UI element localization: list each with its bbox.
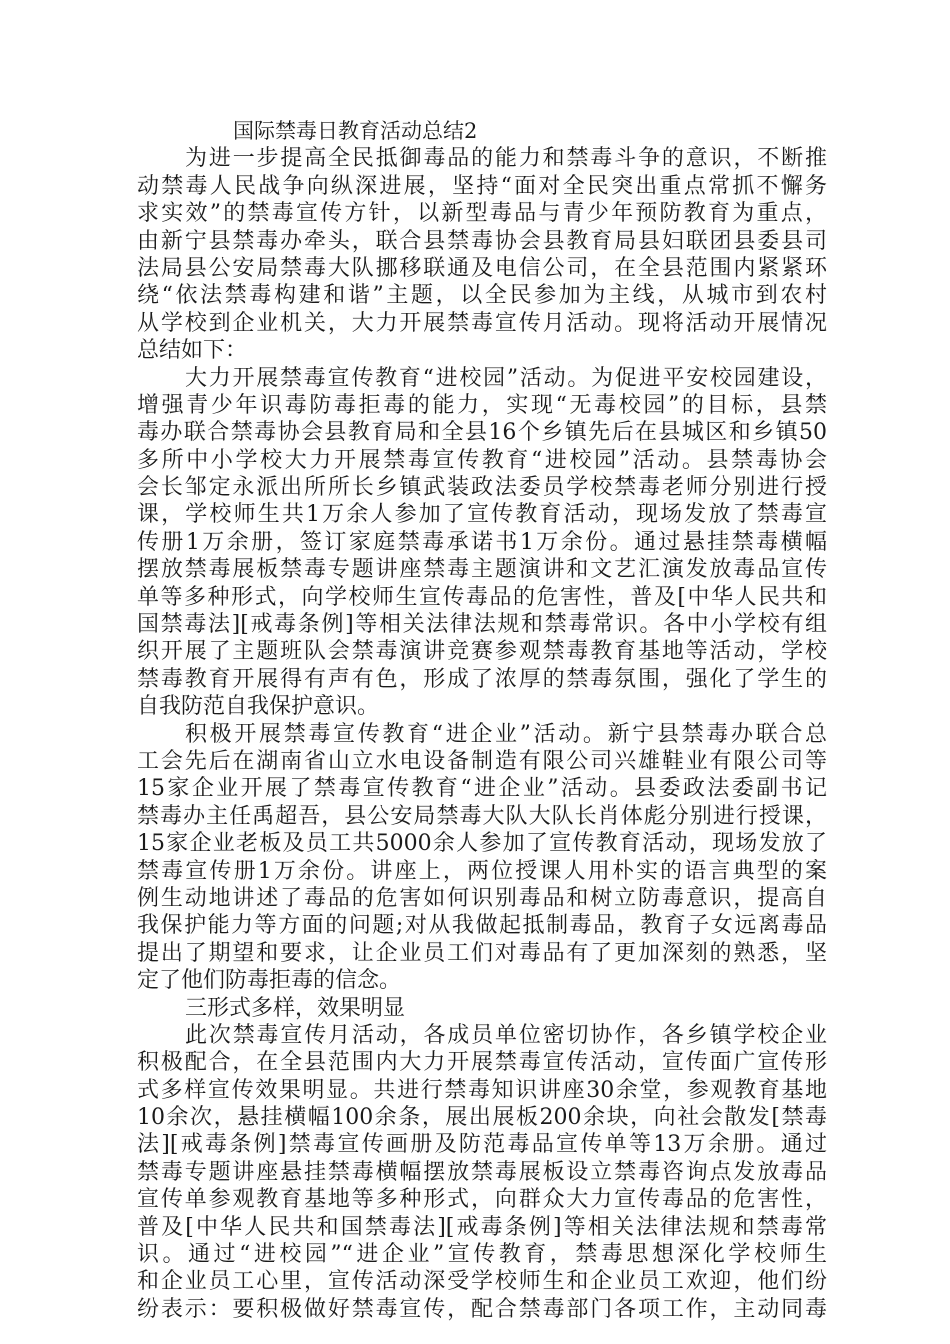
text-line: 摆放禁毒展板禁毒专题讲座禁毒主题演讲和文艺汇演发放毒品宣传: [137, 557, 827, 583]
paragraph: [137, 995, 827, 1022]
text-line: 积极配合，在全县范围内大力开展禁毒宣传活动，宣传面广宣传形: [137, 1050, 827, 1076]
text-line: 15家企业老板及员工共5000余人参加了宣传教育活动，现场发放了: [137, 831, 827, 857]
text-line: 普及[中华人民共和国禁毒法][戒毒条例]等相关法律法规和禁毒常: [137, 1214, 827, 1240]
text-line: 课，学校师生共1万余人参加了宣传教育活动，现场发放了禁毒宣: [137, 502, 827, 528]
text-line: 10余次，悬挂横幅100余条，展出展板200余块，向社会散发[禁毒: [137, 1105, 827, 1131]
text-line: 式多样宣传效果明显。共进行禁毒知识讲座30余堂，参观教育基地: [137, 1077, 827, 1103]
text-line: 禁毒办主任禹超吾，县公安局禁毒大队大队长肖体彪分别进行授课，: [137, 803, 827, 829]
text-line: 求实效”的禁毒宣传方针，以新型毒品与青少年预防教育为重点，: [137, 201, 827, 227]
text-line: 多所中小学校大力开展禁毒宣传教育“进校园”活动。县禁毒协会: [137, 447, 827, 473]
text-line: 为进一步提高全民抵御毒品的能力和禁毒斗争的意识，不断推: [185, 146, 827, 172]
paragraph: [137, 721, 827, 995]
text-line: 自我防范自我保护意识。: [137, 694, 380, 720]
text-line: 毒办联合禁毒协会县教育局和全县16个乡镇先后在县城区和乡镇50: [137, 420, 827, 446]
text-line: 此次禁毒宣传月活动，各成员单位密切协作，各乡镇学校企业: [185, 1022, 827, 1048]
text-line: 禁毒宣传册1万余份。讲座上，两位授课人用朴实的语言典型的案: [137, 858, 827, 884]
text-line: 识。通过“进校园”“进企业”宣传教育，禁毒思想深化学校师生: [137, 1242, 827, 1268]
document-title: 国际禁毒日教育活动总结2: [233, 119, 478, 143]
text-line: 传册1万余册，签订家庭禁毒承诺书1万余份。通过悬挂禁毒横幅: [137, 529, 827, 555]
text-line: 15家企业开展了禁毒宣传教育“进企业”活动。县委政法委副书记: [137, 776, 827, 802]
text-line: 从学校到企业机关，大力开展禁毒宣传月活动。现将活动开展情况: [137, 310, 827, 336]
text-line: 工会先后在湖南省山立水电设备制造有限公司兴雄鞋业有限公司等: [137, 748, 827, 774]
text-line: 提出了期望和要求，让企业员工们对毒品有了更加深刻的熟悉，坚: [137, 940, 827, 966]
text-line: 和企业员工心里，宣传活动深受学校师生和企业员工欢迎，他们纷: [137, 1269, 827, 1295]
text-line: 法局县公安局禁毒大队挪移联通及电信公司，在全县范围内紧紧环: [137, 255, 827, 281]
paragraph: [137, 145, 827, 364]
text-line: 织开展了主题班队会禁毒演讲竞赛参观禁毒教育基地等活动，学校: [137, 639, 827, 665]
text-line: 我保护能力等方面的问题;对从我做起抵制毒品，教育子女远离毒品: [137, 913, 827, 939]
text-line: 定了他们防毒拒毒的信念。: [137, 968, 402, 994]
text-line: 积极开展禁毒宣传教育“进企业”活动。新宁县禁毒办联合总: [185, 721, 827, 747]
text-line: 宣传单参观教育基地等多种形式，向群众大力宣传毒品的危害性，: [137, 1187, 827, 1213]
text-line: 法][戒毒条例]禁毒宣传画册及防范毒品宣传单等13万余册。通过: [137, 1132, 827, 1158]
text-line: 例生动地讲述了毒品的危害如何识别毒品和树立防毒意识，提高自: [137, 885, 827, 911]
text-line: 禁毒专题讲座悬挂禁毒横幅摆放禁毒展板设立禁毒咨询点发放毒品: [137, 1159, 827, 1185]
text-line: 总结如下：: [137, 338, 248, 364]
text-line: 大力开展禁毒宣传教育“进校园”活动。为促进平安校园建设，: [185, 365, 827, 391]
text-line: 由新宁县禁毒办牵头，联合县禁毒协会县教育局县妇联团县委县司: [137, 228, 827, 254]
document-body: [137, 145, 827, 1323]
text-line: 禁毒教育开展得有声有色，形成了浓厚的禁毒氛围，强化了学生的: [137, 666, 827, 692]
document-page: [137, 118, 827, 1323]
text-line: 动禁毒人民战争向纵深进展，坚持“面对全民突出重点常抓不懈务: [137, 173, 827, 199]
text-line: 纷表示：要积极做好禁毒宣传，配合禁毒部门各项工作，主动同毒: [137, 1296, 827, 1322]
paragraph: [137, 1022, 827, 1323]
text-line: 国禁毒法][戒毒条例]等相关法律法规和禁毒常识。各中小学校有组: [137, 612, 827, 638]
text-line: 会长邹定永派出所所长乡镇武装政法委员学校禁毒老师分别进行授: [137, 475, 827, 501]
text-line: 增强青少年识毒防毒拒毒的能力，实现“无毒校园”的目标，县禁: [137, 392, 827, 418]
text-line: 绕“依法禁毒构建和谐”主题，以全民参加为主线，从城市到农村: [137, 283, 827, 309]
text-line: 单等多种形式，向学校师生宣传毒品的危害性，普及[中华人民共和: [137, 584, 827, 610]
text-line: 三形式多样，效果明显: [185, 995, 406, 1021]
paragraph: [137, 365, 827, 721]
